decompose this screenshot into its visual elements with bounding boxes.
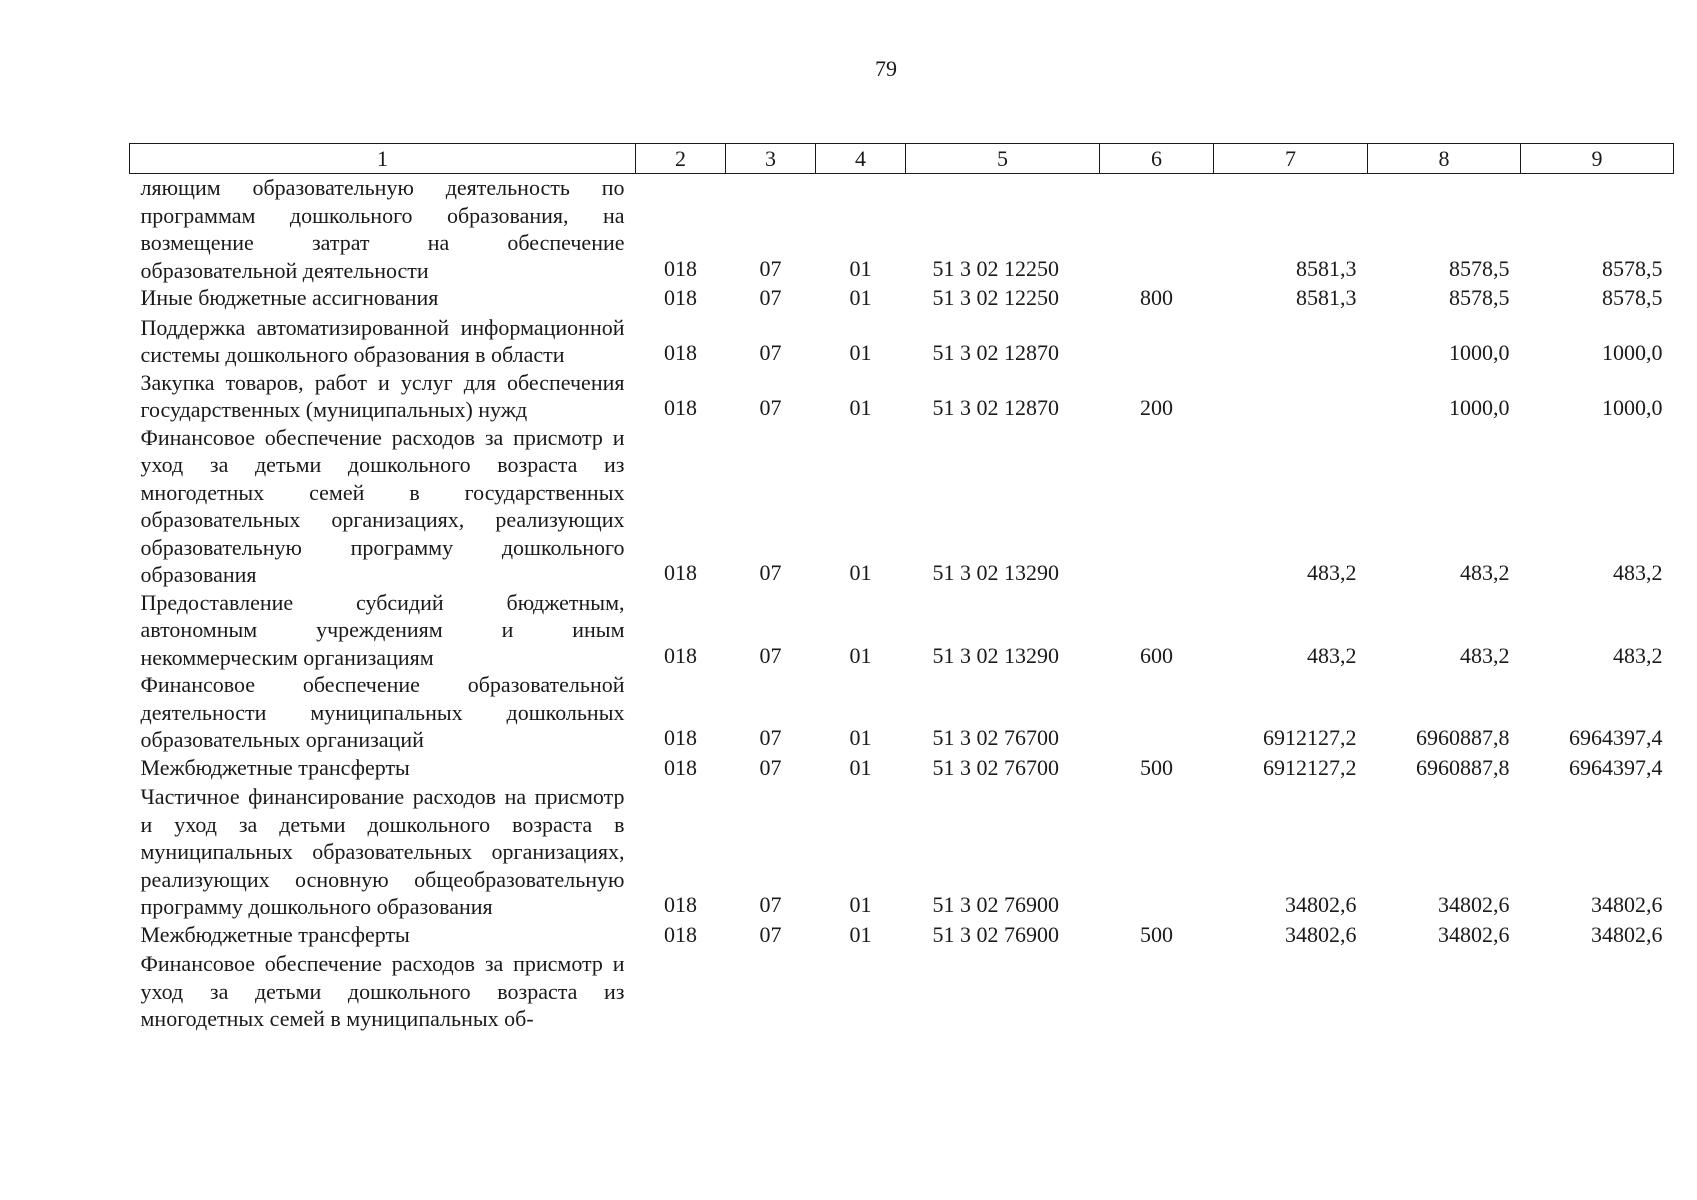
cell-ministry-code: 018 xyxy=(664,255,697,281)
cell-amount-col7: 34802,6 xyxy=(1285,892,1357,917)
row-description: Финансовое обеспечение расходов за присмотр и уход за детьми дошкольного возраста из многодетных семей в государственных образовательных организациях, реализующих образовательную программу дошкольного образования xyxy=(140,424,625,587)
column-header: 3 xyxy=(726,144,816,174)
cell-target-article: 51 3 02 76700 xyxy=(932,725,1059,750)
cell-ministry-code: 018 xyxy=(664,285,697,310)
cell-amount-col7: 8581,3 xyxy=(1296,285,1357,310)
cell-section: 07 xyxy=(759,285,782,310)
cell-amount-col8: 483,2 xyxy=(1460,642,1510,668)
row-description: Финансовое обеспечение образовательной деятельности муниципальных дошкольных образовательных организаций xyxy=(140,672,625,752)
cell-expense-type xyxy=(1100,174,1214,285)
cell-amount-col9 xyxy=(1521,950,1674,1033)
cell-amount-col7 xyxy=(1214,950,1368,1033)
cell-target-article: 51 3 02 76900 xyxy=(932,892,1059,917)
row-description: Финансовое обеспечение расходов за присмотр и уход за детьми дошкольного возраста из многодетных семей в муниципальных об- xyxy=(140,951,625,1031)
cell-target-article: 51 3 02 12250 xyxy=(932,255,1059,281)
cell-ministry-code: 018 xyxy=(664,560,697,585)
cell-expense-type: 200 xyxy=(1140,395,1173,420)
cell-expense-type: 500 xyxy=(1140,921,1173,947)
cell-amount-col9: 6964397,4 xyxy=(1569,754,1663,780)
cell-target-article xyxy=(906,950,1100,1033)
cell-amount-col8: 8578,5 xyxy=(1449,255,1510,281)
row-description: Поддержка автоматизированной информационной системы дошкольного образования в области xyxy=(140,314,625,367)
cell-ministry-code: 018 xyxy=(664,725,697,750)
cell-amount-col7: 8581,3 xyxy=(1296,255,1357,281)
table-row xyxy=(130,671,1674,754)
row-description: Предоставление субсидий бюджетным, автономным учреждениям и иным некоммерческим организациям xyxy=(140,589,625,670)
row-description: Закупка товаров, работ и услуг для обеспечения государственных (муниципальных) нужд xyxy=(140,369,625,422)
cell-ministry-code: 018 xyxy=(664,340,697,365)
cell-expense-type: 600 xyxy=(1140,642,1173,668)
cell-subsection: 01 xyxy=(849,921,872,947)
row-description: Межбюджетные трансферты xyxy=(140,754,410,780)
cell-ministry-code: 018 xyxy=(664,892,697,917)
cell-target-article: 51 3 02 13290 xyxy=(932,642,1059,668)
cell-amount-col7: 483,2 xyxy=(1307,560,1357,585)
cell-amount-col8 xyxy=(1368,950,1521,1033)
cell-ministry-code: 018 xyxy=(664,754,697,780)
row-description: Межбюджетные трансферты xyxy=(140,921,410,947)
cell-target-article: 51 3 02 76700 xyxy=(932,754,1059,780)
cell-subsection: 01 xyxy=(849,395,872,420)
cell-amount-col9: 34802,6 xyxy=(1591,921,1663,947)
column-header: 2 xyxy=(636,144,726,174)
cell-section: 07 xyxy=(759,921,782,947)
cell-amount-col9: 6964397,4 xyxy=(1569,725,1663,750)
column-header: 7 xyxy=(1214,144,1368,174)
table-row xyxy=(130,754,1674,784)
row-description: ляющим образовательную деятельность по программам дошкольного образования, на возмещение затрат на обеспечение образовательной деятельности xyxy=(140,175,625,283)
table-row xyxy=(130,783,1674,921)
cell-amount-col9: 483,2 xyxy=(1613,560,1663,585)
cell-expense-type xyxy=(1100,950,1214,1033)
table-row xyxy=(130,950,1674,1033)
cell-subsection: 01 xyxy=(849,754,872,780)
cell-section: 07 xyxy=(759,560,782,585)
cell-subsection: 01 xyxy=(849,285,872,310)
cell-amount-col7: 34802,6 xyxy=(1285,921,1357,947)
cell-section: 07 xyxy=(759,642,782,668)
cell-expense-type: 800 xyxy=(1140,285,1173,310)
cell-amount-col8: 6960887,8 xyxy=(1416,725,1510,750)
cell-expense-type xyxy=(1100,424,1214,589)
cell-target-article: 51 3 02 12870 xyxy=(932,395,1059,420)
cell-amount-col8: 483,2 xyxy=(1460,560,1510,585)
cell-subsection: 01 xyxy=(849,642,872,668)
column-header: 5 xyxy=(906,144,1100,174)
cell-section: 07 xyxy=(759,340,782,365)
cell-amount-col9: 34802,6 xyxy=(1591,892,1663,917)
cell-subsection xyxy=(816,950,906,1033)
cell-amount-col7: 6912127,2 xyxy=(1263,725,1357,750)
cell-section: 07 xyxy=(759,395,782,420)
cell-amount-col7: 483,2 xyxy=(1307,642,1357,668)
cell-target-article: 51 3 02 12250 xyxy=(932,285,1059,310)
cell-expense-type xyxy=(1100,783,1214,921)
cell-amount-col8: 1000,0 xyxy=(1449,340,1510,365)
cell-ministry-code: 018 xyxy=(664,921,697,947)
row-description: Частичное финансирование расходов на присмотр и уход за детьми дошкольного возраста в муниципальных образовательных организациях, реализующих основную общеобразовательную программу дошкольного образования xyxy=(140,784,625,919)
table-row xyxy=(130,314,1674,369)
table-body xyxy=(130,174,1674,1033)
cell-section xyxy=(726,950,816,1033)
cell-ministry-code: 018 xyxy=(664,642,697,668)
cell-subsection: 01 xyxy=(849,560,872,585)
column-header: 4 xyxy=(816,144,906,174)
table-row xyxy=(130,424,1674,589)
table-row xyxy=(130,174,1674,285)
cell-amount-col7 xyxy=(1214,369,1368,424)
table-row xyxy=(130,284,1674,314)
cell-expense-type xyxy=(1100,671,1214,754)
row-description: Иные бюджетные ассигнования xyxy=(140,285,439,310)
cell-amount-col8: 34802,6 xyxy=(1438,892,1510,917)
cell-subsection: 01 xyxy=(849,340,872,365)
cell-amount-col7 xyxy=(1214,314,1368,369)
table-header-row xyxy=(130,144,1674,174)
column-header: 6 xyxy=(1100,144,1214,174)
cell-amount-col9: 483,2 xyxy=(1613,642,1663,668)
cell-amount-col8: 6960887,8 xyxy=(1416,754,1510,780)
cell-amount-col8: 34802,6 xyxy=(1438,921,1510,947)
budget-table xyxy=(129,143,1674,1033)
cell-amount-col7: 6912127,2 xyxy=(1263,754,1357,780)
cell-ministry-code: 018 xyxy=(664,395,697,420)
cell-amount-col8: 1000,0 xyxy=(1449,395,1510,420)
table-row xyxy=(130,369,1674,424)
column-header: 9 xyxy=(1521,144,1674,174)
cell-section: 07 xyxy=(759,725,782,750)
cell-amount-col9: 8578,5 xyxy=(1602,255,1663,281)
cell-subsection: 01 xyxy=(849,255,872,281)
cell-ministry-code xyxy=(636,950,726,1033)
cell-amount-col8: 8578,5 xyxy=(1449,285,1510,310)
table-row xyxy=(130,589,1674,672)
cell-section: 07 xyxy=(759,255,782,281)
cell-target-article: 51 3 02 13290 xyxy=(932,560,1059,585)
cell-amount-col9: 1000,0 xyxy=(1602,340,1663,365)
cell-expense-type: 500 xyxy=(1140,754,1173,780)
table-row xyxy=(130,921,1674,951)
column-header: 8 xyxy=(1368,144,1521,174)
cell-expense-type xyxy=(1100,314,1214,369)
cell-target-article: 51 3 02 12870 xyxy=(932,340,1059,365)
cell-amount-col9: 1000,0 xyxy=(1602,395,1663,420)
cell-section: 07 xyxy=(759,754,782,780)
column-header: 1 xyxy=(130,144,636,174)
cell-amount-col9: 8578,5 xyxy=(1602,285,1663,310)
page-number: 79 xyxy=(875,56,897,81)
cell-subsection: 01 xyxy=(849,892,872,917)
cell-subsection: 01 xyxy=(849,725,872,750)
cell-section: 07 xyxy=(759,892,782,917)
cell-target-article: 51 3 02 76900 xyxy=(932,921,1059,947)
